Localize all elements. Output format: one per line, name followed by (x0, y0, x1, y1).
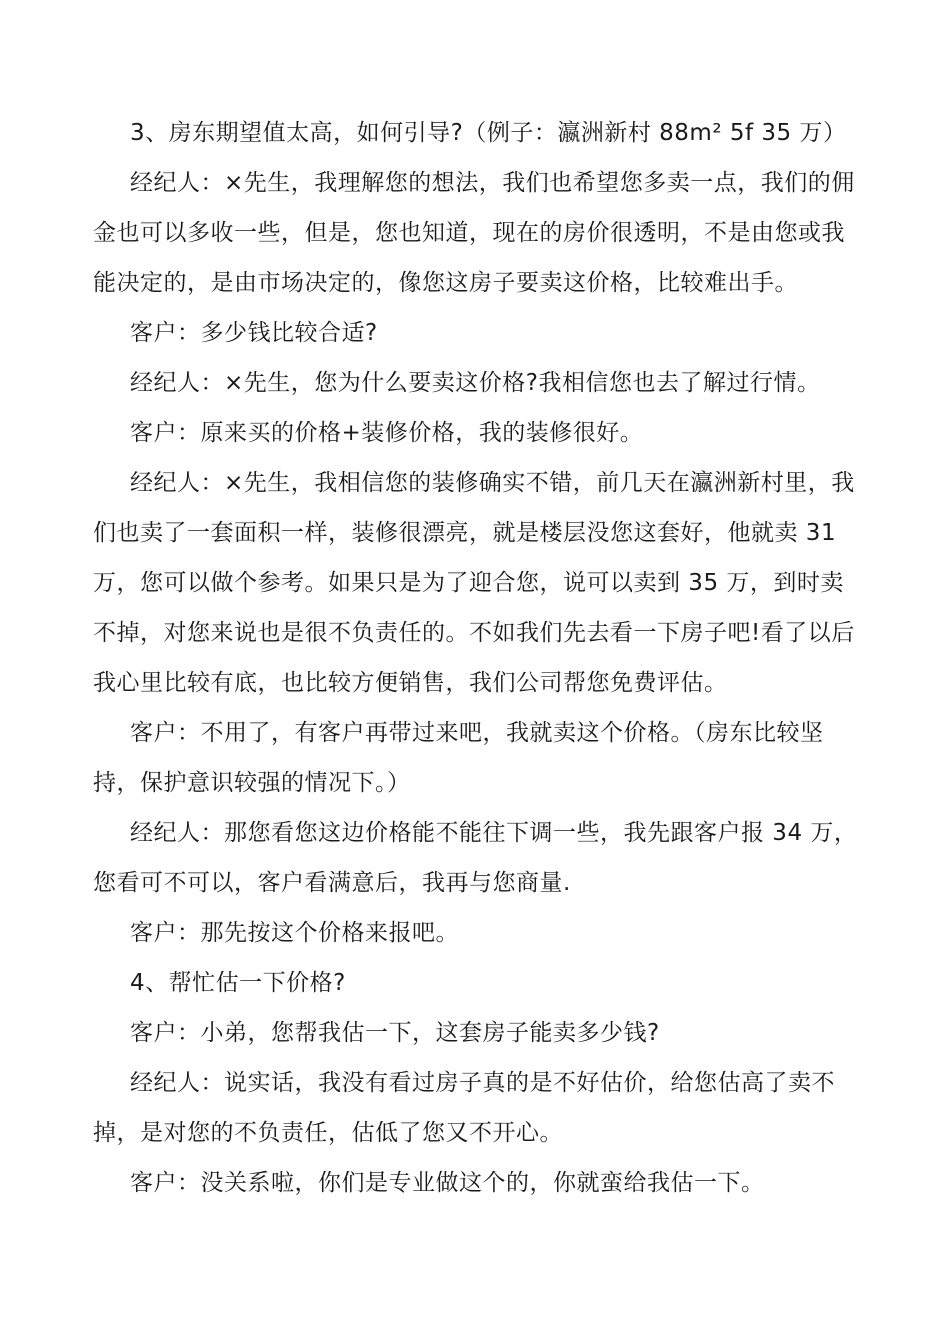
dialogue-client-line: 客户：不用了，有客户再带过来吧，我就卖这个价格。（房东比较坚持，保护意识较强的情况下。） (93, 720, 824, 796)
dialogue-client-line: 客户：多少钱比较合适? (130, 320, 378, 346)
section-heading-price-estimate: 4、帮忙估一下价格? (130, 970, 346, 996)
section-heading-landlord-expectation: 3、房东期望值太高，如何引导?（例子：瀛洲新村 88m² 5f 35 万） (130, 120, 847, 146)
dialogue-agent-line: 经纪人：×先生，我理解您的想法，我们也希望您多卖一点，我们的佣金也可以多收一些，但是，您也知道，现在的房价很透明，不是由您或我能决定的，是由市场决定的，像您这房子要卖这价格，比较难出手。 (93, 170, 855, 296)
dialogue-client-line: 客户：那先按这个价格来报吧。 (130, 920, 459, 946)
dialogue-client-line: 客户：没关系啦，你们是专业做这个的，你就蛮给我估一下。 (130, 1170, 765, 1196)
dialogue-agent-line: 经纪人：×先生，您为什么要卖这价格?我相信您也去了解过行情。 (130, 370, 821, 396)
dialogue-agent-line: 经纪人：说实话，我没有看过房子真的是不好估价，给您估高了卖不掉，是对您的不负责任，估低了您又不开心。 (93, 1070, 835, 1146)
document-body (93, 108, 863, 1208)
dialogue-client-line: 客户：原来买的价格+装修价格，我的装修很好。 (130, 420, 644, 446)
dialogue-agent-line: 经纪人：那您看您这边价格能不能往下调一些，我先跟客户报 34 万，您看可不可以，客户看满意后，我再与您商量. (93, 820, 858, 896)
dialogue-client-line: 客户：小弟，您帮我估一下，这套房子能卖多少钱? (130, 1020, 660, 1046)
dialogue-agent-line: 经纪人：×先生，我相信您的装修确实不错，前几天在瀛洲新村里，我们也卖了一套面积一样，装修很漂亮，就是楼层没您这套好，他就卖 31 万，您可以做个参考。如果只是为了迎合您，说可以卖到 35 万，到时卖不掉，对您来说也是很不负责任的。不如我们先去看一下房子吧!看了以后我心里比较有底，也比较方便销售，我们公司帮您免费评估。 (93, 470, 855, 696)
